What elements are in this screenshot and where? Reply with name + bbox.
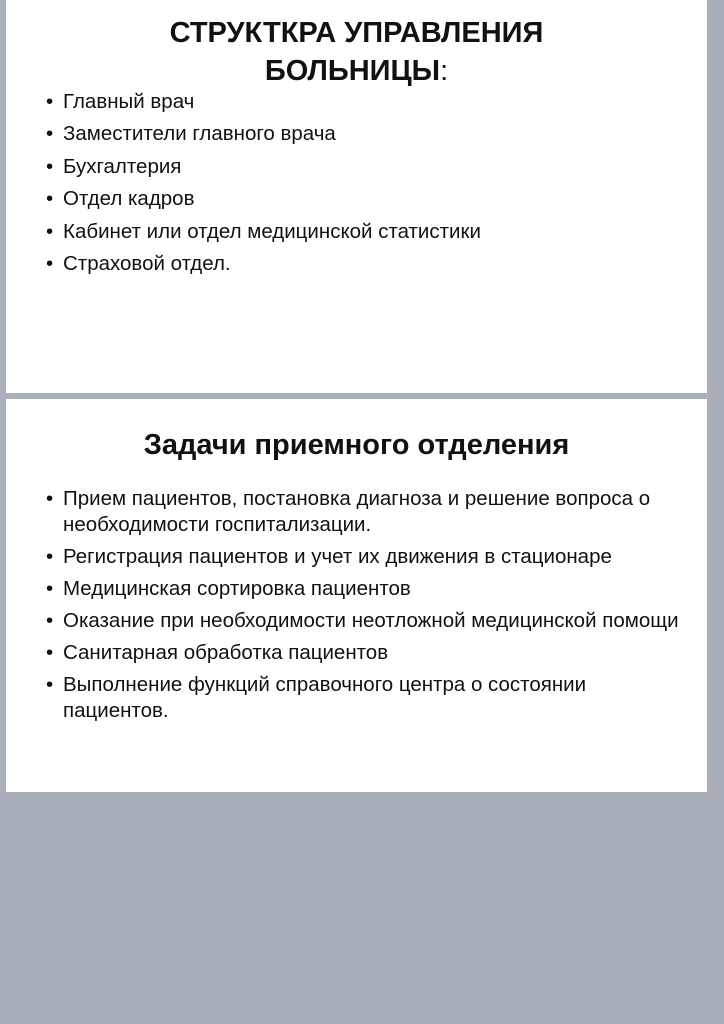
list-item-text: Кабинет или отдел медицинской статистики [63,219,481,243]
slide-title: Задачи приемного отделения [143,429,570,461]
list-item-text: Оказание при необходимости неотложной медицинской помощи [63,609,679,632]
list-item-text: Главный врач [63,90,195,113]
bullet-icon: • [46,251,54,275]
bullet-icon: • [46,487,54,510]
title-line-2-text: БОЛЬНИЦЫ [264,55,441,87]
list-item [46,89,687,115]
list-item-text: Медицинская сортировка пациентов [63,577,411,600]
list-item-text: Бухгалтерия [63,154,182,178]
bullet-list [46,89,687,283]
slide-admission-tasks [6,399,707,792]
list-item [46,486,687,538]
bullet-icon: • [46,122,54,146]
title-line-2 [6,52,707,90]
bullet-icon: • [46,641,54,664]
title-line-1: СТРУКТКРА УПРАВЛЕНИЯ [169,17,544,49]
bullet-icon: • [46,187,54,211]
list-item [46,121,687,147]
title-colon: : [440,55,449,87]
bullet-icon: • [46,577,54,600]
list-item [46,672,687,724]
bullet-list [46,486,687,730]
list-item [46,219,687,245]
list-item [46,576,687,602]
list-item-text: Выполнение функций справочного центра о состоянии пациентов. [63,673,587,722]
bullet-icon: • [46,609,54,632]
bullet-icon: • [46,545,54,568]
slide-hospital-management [6,0,707,393]
bullet-icon: • [46,673,54,696]
list-item [46,640,687,666]
list-item [46,608,687,634]
list-item-text: Прием пациентов, постановка диагноза и решение вопроса о необходимости госпитализации. [63,487,651,536]
list-item [46,251,687,277]
bullet-icon: • [46,90,54,113]
list-item [46,544,687,570]
list-item-text: Страховой отдел. [63,251,231,275]
list-item [46,186,687,212]
slide-title [6,14,707,90]
list-item-text: Санитарная обработка пациентов [63,641,389,664]
list-item-text: Заместители главного врача [63,122,336,146]
list-item-text: Регистрация пациентов и учет их движения в стационаре [63,545,612,568]
bullet-icon: • [46,154,54,178]
list-item [46,154,687,180]
bullet-icon: • [46,219,54,243]
list-item-text: Отдел кадров [63,187,195,211]
